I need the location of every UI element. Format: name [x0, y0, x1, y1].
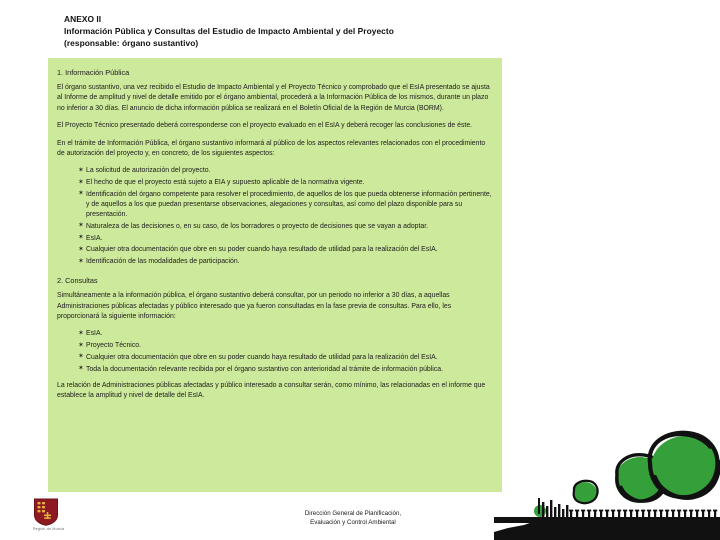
list-item: [79, 166, 493, 176]
section-2-title: 2. Consultas: [57, 276, 98, 286]
bullet-star-icon: ✶: [78, 365, 84, 373]
heading-line-3: (responsable: órgano sustantivo): [64, 38, 199, 49]
list-item: [79, 341, 493, 351]
logo: [33, 498, 99, 534]
list-item: [79, 329, 493, 339]
bullet-star-icon: ✶: [78, 222, 84, 230]
list-item: [79, 257, 493, 267]
bullet-star-icon: ✶: [78, 341, 84, 349]
list-item-text: Naturaleza de las decisiones o, en su caso, de los borradores o proyecto de decisiones que se vayan a adoptar.: [86, 222, 429, 230]
list-item: [79, 245, 493, 255]
list-item-text: Toda la documentación relevante recibida por el órgano sustantivo con anterioridad al trámite de información pública.: [86, 365, 443, 373]
bullet-star-icon: ✶: [78, 166, 84, 174]
logo-caption: Región de Murcia: [33, 527, 65, 531]
list-item-text: Identificación del órgano competente para resolver el procedimiento, de aquellos de los que pueda obtenerse información pertinente, y de aquellos a los que puedan presentarse observaciones, alegaciones y consultas, así como del plazo disponible para su presentación.: [86, 190, 492, 219]
bullet-star-icon: ✶: [78, 329, 84, 337]
bullet-star-icon: ✶: [78, 178, 84, 186]
section-1-paragraph-2: El Proyecto Técnico presentado deberá corresponderse con el proyecto evaluado en el EsIA y deberá recoger las conclusiones de éste.: [57, 122, 473, 130]
list-item: [79, 353, 493, 363]
list-item-text: Proyecto Técnico.: [86, 342, 142, 350]
list-item-text: La solicitud de autorización del proyecto.: [86, 167, 211, 175]
footer-line-1: Dirección General de Planificación,: [304, 510, 402, 517]
section-2-closing-paragraph: La relación de Administraciones públicas afectadas y público interesado a consultar serán, como mínimo, las relacionadas en el informe que establece la amplitud y nivel de detalle del EsIA.: [57, 381, 486, 400]
murcia-shield-icon: [33, 498, 59, 526]
section-1-paragraph-1: El órgano sustantivo, una vez recibido el Estudio de Impacto Ambiental y el Proyecto Técnico y comprobado que el EsIA presentado se ajusta al Informe de amplitud y nivel de detalle emitido por el órgano ambiental, procederá a la Información Pública de los mismos, durante un plazo no inferior a 30 días. El anuncio de dicha información pública se realizará en el Boletín Oficial de la Región de Murcia (BORM).: [57, 84, 490, 112]
list-item: [79, 178, 493, 188]
list-item: [79, 234, 493, 244]
footer-line-2: Evaluación y Control Ambiental: [310, 518, 396, 526]
list-item: [79, 365, 493, 375]
document-heading: [64, 13, 504, 50]
list-item-text: Cualquier otra documentación que obre en su poder cuando haya resultado de utilidad para la realización del EsIA.: [86, 246, 438, 254]
list-item: [79, 190, 493, 221]
section-2-paragraph-1: Simultáneamente a la información pública, el órgano sustantivo deberá consultar, por un periodo no inferior a 30 días, a aquellas Administraciones públicas afectadas y público interesado que ya fueron consultadas en la fase previa de consultas. Para ello, les proporcionará la siguiente información:: [57, 292, 452, 321]
list-item-text: EsIA.: [86, 234, 103, 242]
bullet-star-icon: ✶: [78, 257, 84, 265]
panel-inner: [57, 67, 493, 409]
list-item-text: Cualquier otra documentación que obre en su poder cuando haya resultado de utilidad para la realización del EsIA.: [86, 353, 438, 361]
skyline-silhouette: [494, 498, 720, 540]
bullet-star-icon: ✶: [78, 245, 84, 253]
bullet-star-icon: ✶: [78, 234, 84, 242]
footer-caption: [268, 510, 438, 527]
section-1-title: 1. Información Pública: [57, 68, 130, 77]
section-1-bullet-list: [57, 166, 493, 267]
bullet-star-icon: ✶: [78, 190, 84, 198]
balustrade-pattern: [494, 510, 720, 523]
list-item-text: El hecho de que el proyecto está sujeto a EIA y supuesto aplicable de la normativa vigente.: [86, 179, 365, 187]
list-item-text: EsIA.: [86, 330, 103, 338]
section-1-paragraph-3: En el trámite de Información Pública, el órgano sustantivo informará al público de los aspectos relevantes relacionados con el procedimiento de autorización del proyecto y, en concreto, de los siguientes aspectos:: [57, 139, 486, 158]
list-item: [79, 222, 493, 232]
heading-line-1: ANEXO II: [64, 14, 102, 24]
bullet-star-icon: ✶: [78, 353, 84, 361]
content-panel: [48, 58, 502, 492]
section-2-bullet-list: [57, 329, 493, 374]
list-item-text: Identificación de las modalidades de participación.: [86, 258, 240, 266]
stalk: [538, 498, 540, 514]
heading-line-2: Información Pública y Consultas del Estudio de Impacto Ambiental y del Proyecto: [64, 26, 394, 37]
large-circle: [650, 433, 719, 498]
